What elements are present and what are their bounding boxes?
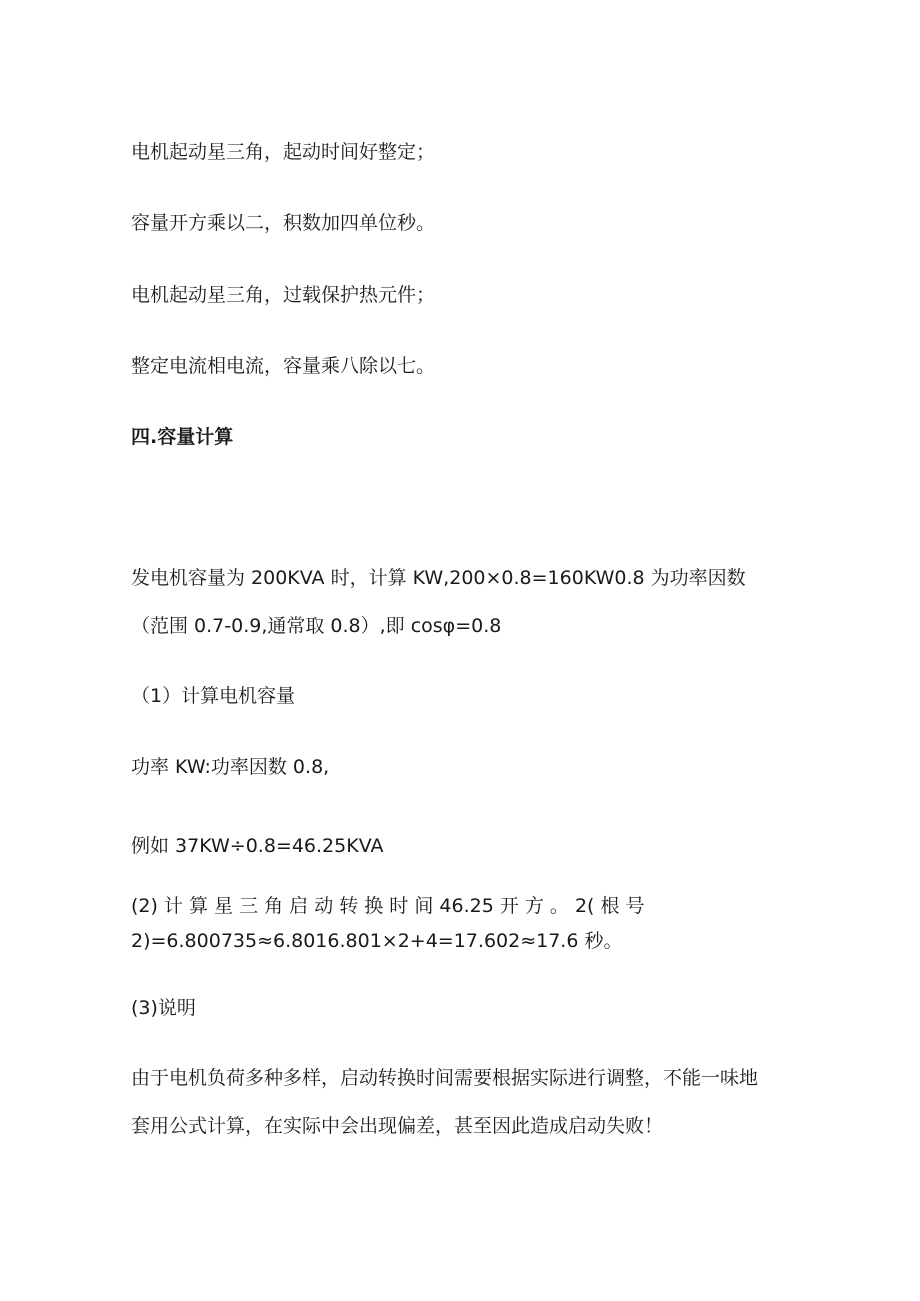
step2-line-1: (2) 计 算 星 三 角 启 动 转 换 时 间 46.25 开 方 。 2( 根 号 [131,895,645,917]
step1-title: （1）计算电机容量 [131,685,296,707]
section-heading: 四.容量计算 [131,426,234,448]
verse-line-2: 容量开方乘以二，积数加四单位秒。 [131,212,436,234]
step1-line-2: 例如 37KW÷0.8=46.25KVA [131,835,384,857]
verse-line-3: 电机起动星三角，过载保护热元件； [131,284,436,306]
verse-line-1: 电机起动星三角，起动时间好整定； [131,141,436,163]
intro-line-1: 发电机容量为 200KVA 时，计算 KW,200×0.8=160KW0.8 为功率因数 [131,567,746,589]
verse-line-4: 整定电流相电流，容量乘八除以七。 [131,355,436,377]
step3-line-1: 由于电机负荷多种多样，启动转换时间需要根据实际进行调整，不能一味地 [131,1067,759,1089]
step3-line-2: 套用公式计算，在实际中会出现偏差，甚至因此造成启动失败！ [131,1115,664,1137]
intro-line-2: （范围 0.7-0.9,通常取 0.8）,即 cosφ=0.8 [131,615,502,637]
step1-line-1: 功率 KW:功率因数 0.8, [131,756,330,778]
step2-line-2: 2)=6.800735≈6.8016.801×2+4=17.602≈17.6 秒。 [131,930,623,952]
step3-title: (3)说明 [131,997,196,1019]
